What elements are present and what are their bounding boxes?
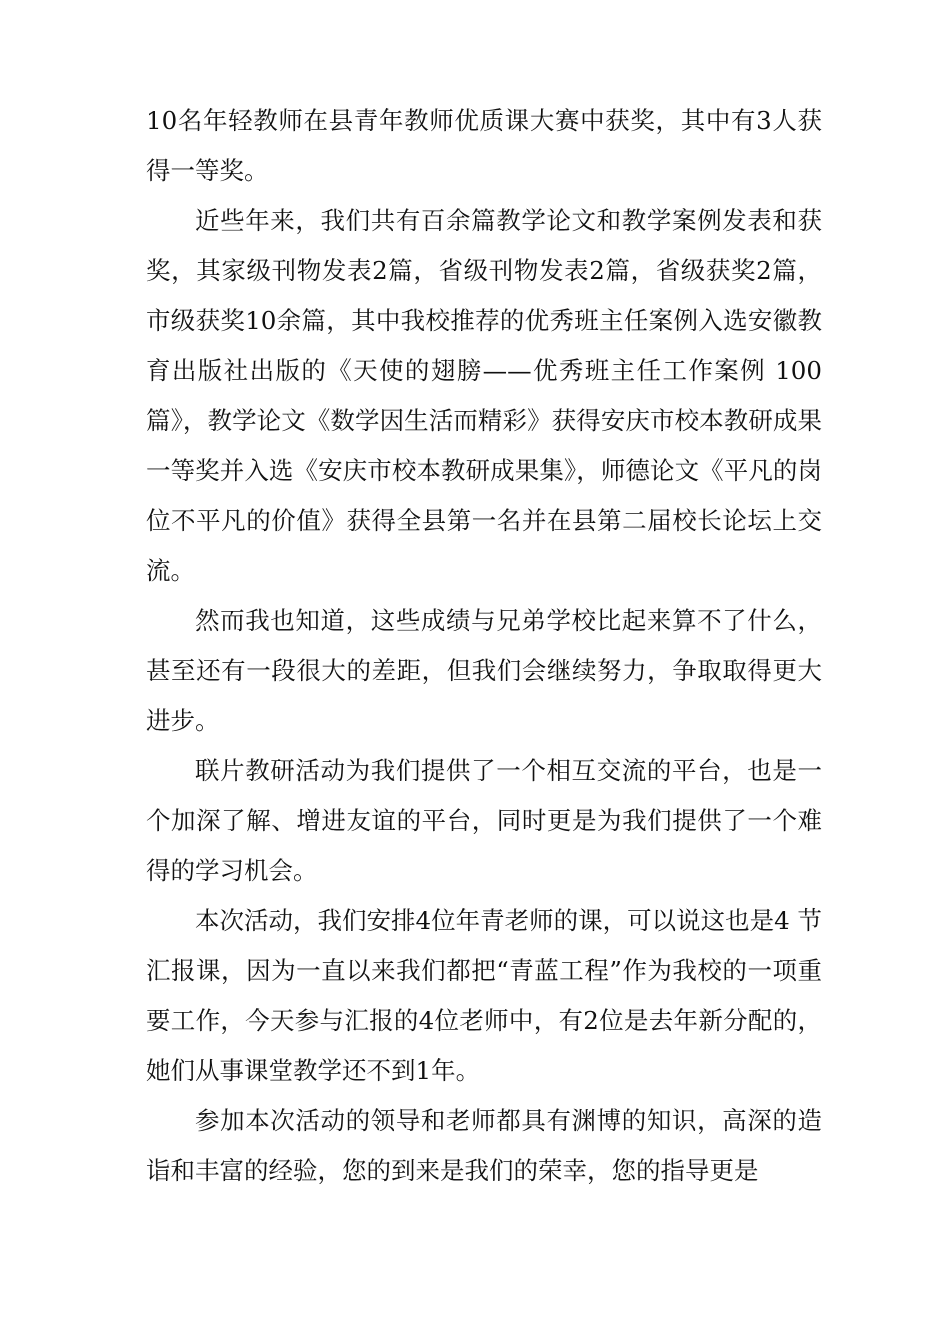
paragraph-4: 联片教研活动为我们提供了一个相互交流的平台，也是一个加深了解、增进友谊的平台，同时更是为我们提供了一个难得的学习机会。 — [146, 756, 822, 885]
paragraph-3: 然而我也知道，这些成绩与兄弟学校比起来算不了什么，甚至还有一段很大的差距，但我们会继续努力，争取取得更大进步。 — [146, 606, 822, 735]
paragraph-6: 参加本次活动的领导和老师都具有渊博的知识，高深的造诣和丰富的经验，您的到来是我们的荣幸，您的指导更是 — [146, 1106, 822, 1185]
document-body — [146, 96, 822, 1196]
paragraph-1: 10名年轻教师在县青年教师优质课大赛中获奖，其中有3人获得一等奖。 — [146, 106, 822, 185]
paragraph-2: 近些年来，我们共有百余篇教学论文和教学案例发表和获奖，其家级刊物发表2篇，省级刊物发表2篇，省级获奖2篇，市级获奖10余篇，其中我校推荐的优秀班主任案例入选安徽教育出版社出版的《天使的翅膀——优秀班主任工作案例 100 篇》，教学论文《数学因生活而精彩》获得安庆市校本教研成果一等奖并入选《安庆市校本教研成果集》，师德论文《平凡的岗位不平凡的价值》获得全县第一名并在县第二届校长论坛上交流。 — [146, 206, 822, 585]
paragraph-5: 本次活动，我们安排4位年青老师的课，可以说这也是4 节汇报课，因为一直以来我们都把“青蓝工程”作为我校的一项重要工作，今天参与汇报的4位老师中，有2位是去年新分配的，她们从事课堂教学还不到1年。 — [146, 906, 822, 1085]
